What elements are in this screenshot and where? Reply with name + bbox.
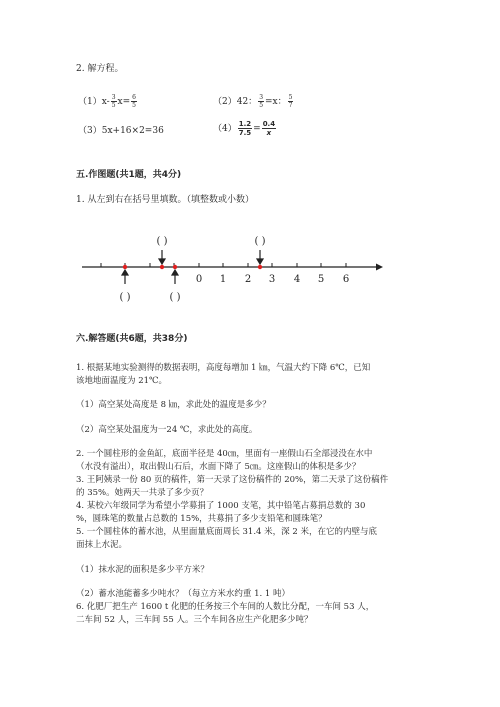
number-line-labels (196, 274, 349, 285)
equation-4-equals: = (253, 124, 261, 134)
equation-4 (213, 120, 277, 137)
q6-line-2: 二车间 52 人，三车间 55 人。三个车间各应生产化肥多少吨？ (76, 615, 313, 625)
q1-sub-1: （1）高空某处高度是 8 ㎞，求此处的温度是多少？ (76, 400, 271, 410)
blank-bottom-2: ( ) (169, 292, 181, 303)
arrow-down-2-head (257, 259, 263, 264)
q1-sub-2: （2）高空某处温度为一24 ℃，求此处的高度。 (76, 425, 258, 435)
equation-2 (213, 94, 294, 110)
equation-4-fraction-b: $\frac{0.4}{x}$ (262, 120, 276, 137)
equation-4-fraction-a: $\frac{1.2}{7.5}$ (238, 120, 252, 137)
arrow-up-2-head (172, 270, 178, 275)
equation-3 (78, 123, 164, 139)
equation-3-label: （3） (78, 126, 102, 136)
arrow-up-1-head (122, 270, 128, 275)
tick-label-5: 5 (317, 274, 325, 285)
equation-1 (78, 94, 138, 110)
tick-label-6: 6 (342, 274, 350, 285)
section-5-question-1: 1. 从左到右在括号里填数。（填整数或小数） (76, 195, 254, 205)
q4-line-2: %，圆珠笔的数量占总数的 15%，共募捐了多少支铅笔和圆珠笔？ (76, 514, 327, 524)
q5-line-1: 5. 一个圆柱体的蓄水池，从里面量底面周长 31.4 米，深 2 米，在它的内壁与底 (76, 527, 377, 537)
q5-sub-1: （1）抹水泥的面积是多少平方米？ (76, 565, 209, 575)
q2-line-1: 2. 一个圆柱形的金鱼缸，底面半径是 40㎝，里面有一座假山石全部浸没在水中 (76, 449, 373, 459)
marker-point-3 (173, 265, 177, 269)
tick-label-2: 2 (244, 274, 252, 285)
equation-2-label: （2） (213, 97, 237, 107)
blank-top-1: ( ) (156, 236, 168, 247)
q3-line-2: 的 35%。她两天一共录了多少页？ (76, 488, 209, 498)
tick-label-0: 0 (195, 274, 203, 285)
section-6-header: 六.解答题(共6题，共38分) (76, 334, 188, 344)
blank-bottom-1: ( ) (119, 292, 131, 303)
number-line-arrowhead (376, 264, 383, 271)
equation-2-term: 42： (236, 97, 258, 107)
marker-point-1 (123, 265, 127, 269)
blank-top-2: ( ) (254, 236, 266, 247)
equation-2-fraction-a: $\frac{3}{5}$ (259, 94, 264, 109)
q3-line-1: 3. 王阿姨录一份 80 页的稿件，第一天录了这份稿件的 20%，第二天录了这份稿件 (76, 475, 389, 485)
equation-2-fraction-b: $\frac{5}{7}$ (288, 94, 293, 109)
tick-label-1: 1 (219, 274, 227, 285)
section-5-header: 五.作图题(共1题，共4分) (76, 170, 182, 180)
tick-label-4: 4 (293, 274, 301, 285)
marker-point-2 (160, 265, 164, 269)
q2-line-2: （水没有溢出），取出假山石后，水面下降了 5㎝。这座假山的体积是多少？ (76, 462, 361, 472)
equation-1-term-b: x= (117, 97, 131, 107)
q6-line-1: 6. 化肥厂把生产 1600 t 化肥的任务按三个车间的人数比分配，一车间 53 人， (76, 602, 375, 612)
equation-4-label: （4） (213, 124, 237, 134)
arrow-down-1-head (159, 259, 165, 264)
equation-2-term-b: =x： (265, 97, 287, 107)
equation-1-fraction-b: $\frac{6}{5}$ (132, 94, 136, 109)
q5-sub-2: （2）蓄水池能蓄多少吨水？（每立方米水约重 1. 1 吨） (76, 589, 291, 599)
section-2-title: 2. 解方程。 (76, 64, 124, 74)
marker-point-4 (258, 265, 262, 269)
equation-3-text: 5x+16×2=36 (101, 126, 164, 136)
q5-line-2: 面抹上水泥。 (76, 540, 128, 550)
q1-line-2: 该地地面温度为 21℃。 (76, 376, 168, 386)
equation-1-fraction-a: $\frac{3}{5}$ (111, 94, 116, 109)
equation-1-term: x- (101, 97, 110, 107)
tick-label-3: 3 (268, 274, 276, 285)
q1-line-1: 1. 根据某地实验测得的数据表明，高度每增加 1 ㎞，气温大约下降 6℃，已知 (76, 363, 371, 373)
equation-1-label: （1） (78, 97, 102, 107)
number-line-figure (70, 228, 390, 312)
q4-line-1: 4. 某校六年级同学为希望小学募捐了 1000 支笔，其中铅笔占募捐总数的 30 (76, 501, 366, 511)
